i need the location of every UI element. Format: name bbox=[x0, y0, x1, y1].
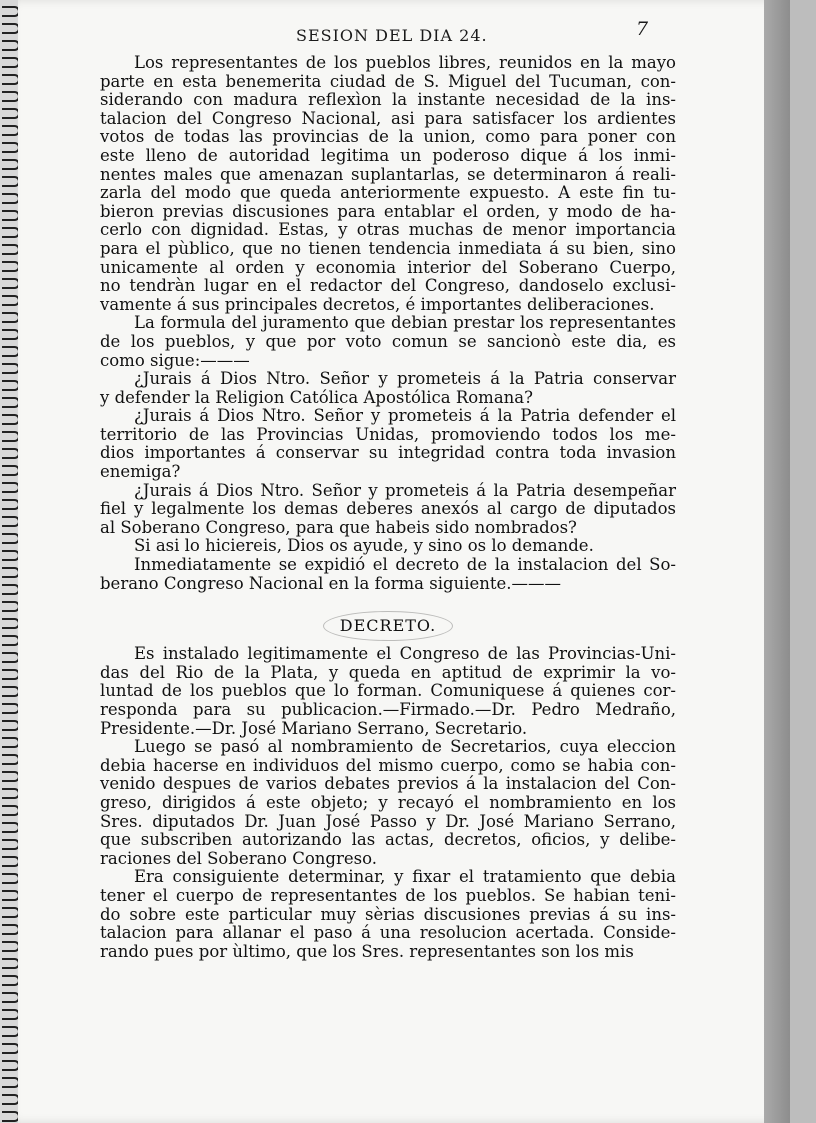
oath-1 bbox=[100, 370, 676, 407]
text-line: fiel y legalmente los demas deberes anexós al cargo de diputados bbox=[100, 499, 676, 519]
text-line: y defender la Religion Católica Apostólica Romana? bbox=[100, 387, 533, 407]
text-line: Es instalado legitimamente el Congreso de las Provincias-Uni- bbox=[134, 644, 676, 664]
text-line: talacion para allanar el paso á una resolucion acertada. Conside- bbox=[100, 923, 676, 943]
text-line: que subscriben autorizando las actas, decretos, oficios, y delibe- bbox=[100, 830, 676, 850]
text-line: al Soberano Congreso, para que habeis sido nombrados? bbox=[100, 517, 577, 537]
text-line: ¿Jurais á Dios Ntro. Señor y prometeis á la Patria conservar bbox=[134, 369, 676, 389]
text-line: parte en esta benemerita ciudad de S. Miguel del Tucuman, con- bbox=[100, 71, 676, 91]
text-line: votos de todas las provincias de la union, como para poner con bbox=[100, 127, 676, 147]
document-page bbox=[18, 0, 790, 1123]
text-line: unicamente al orden y economia interior del Soberano Cuerpo, bbox=[100, 257, 676, 277]
paragraph-4 bbox=[100, 738, 676, 868]
text-line: Sres. diputados Dr. Juan José Passo y Dr. José Mariano Serrano, bbox=[100, 811, 676, 831]
text-line: siderando con madura reflexìon la instante necesidad de la ins- bbox=[100, 90, 676, 110]
text-line: La formula del juramento que debian prestar los representantes bbox=[134, 313, 676, 333]
text-line: Luego se pasó al nombramiento de Secretarios, cuya eleccion bbox=[134, 737, 676, 757]
paragraph-1 bbox=[100, 54, 676, 314]
text-line: berano Congreso Nacional en la forma siguiente.——— bbox=[100, 573, 562, 593]
oath-3 bbox=[100, 482, 676, 538]
decree-heading bbox=[100, 611, 676, 641]
text-line: para el pùblico, que no tienen tendencia inmediata á su bien, sino bbox=[100, 238, 676, 258]
text-line: de los pueblos, y que por voto comun se sancionò este dia, es bbox=[100, 331, 676, 351]
text-line: tener el cuerpo de representantes de los pueblos. Se habian teni- bbox=[100, 885, 676, 905]
text-line: como sigue:——— bbox=[100, 350, 250, 370]
text-line: luntad de los pueblos que lo forman. Comuniquese á quienes cor- bbox=[100, 681, 676, 701]
page-shadow-edge bbox=[764, 0, 790, 1123]
decree-text bbox=[100, 645, 676, 738]
text-line: bieron previas discusiones para entablar el orden, y modo de ha- bbox=[100, 201, 676, 221]
decree-heading-text: DECRETO. bbox=[323, 611, 453, 641]
text-line: rando pues por ùltimo, que los Sres. representantes son los mis bbox=[100, 941, 634, 961]
text-line: Era consiguiente determinar, y fixar el tratamiento que debia bbox=[134, 867, 676, 887]
text-line: cerlo con dignidad. Estas, y otras muchas de menor importancia bbox=[100, 220, 676, 240]
oath-4 bbox=[100, 537, 676, 556]
paragraph-5 bbox=[100, 868, 676, 961]
running-head: SESION DEL DIA 24. bbox=[296, 26, 488, 45]
text-line: Inmediatamente se expidió el decreto de la instalacion del So- bbox=[134, 555, 676, 575]
oath-2 bbox=[100, 407, 676, 481]
text-line: venido despues de varios debates previos á la instalacion del Con- bbox=[100, 774, 676, 794]
text-line: das del Rio de la Plata, y queda en aptitud de exprimir la vo- bbox=[100, 662, 676, 682]
page-header bbox=[18, 18, 790, 48]
text-line: debia hacerse en individuos del mismo cuerpo, como se habia con- bbox=[100, 755, 676, 775]
paragraph-2 bbox=[100, 314, 676, 370]
text-line: zarla del modo que queda anteriormente expuesto. A este fin tu- bbox=[100, 183, 676, 203]
text-line: nentes males que amenazan suplantarlas, se determinaron á reali- bbox=[100, 164, 676, 184]
text-line: este lleno de autoridad legitima un poderoso dique á los inmi- bbox=[100, 145, 676, 165]
text-line: vamente á sus principales decretos, é importantes deliberaciones. bbox=[100, 294, 655, 314]
text-line: raciones del Soberano Congreso. bbox=[100, 848, 377, 868]
text-line: ¿Jurais á Dios Ntro. Señor y prometeis á la Patria desempeñar bbox=[134, 480, 676, 500]
text-line: talacion del Congreso Nacional, asi para satisfacer los ardientes bbox=[100, 108, 676, 128]
paragraph-3 bbox=[100, 556, 676, 593]
page-number: 7 bbox=[636, 18, 649, 40]
text-line: ¿Jurais á Dios Ntro. Señor y prometeis á la Patria defender el bbox=[134, 406, 676, 426]
body-text bbox=[100, 54, 676, 961]
text-line: enemiga? bbox=[100, 462, 181, 482]
text-line: no tendràn lugar en el redactor del Congreso, dandoselo exclusi- bbox=[100, 276, 676, 296]
text-line: territorio de las Provincias Unidas, promoviendo todos los me- bbox=[100, 424, 676, 444]
text-line: responda para su publicacion.—Firmado.—Dr. Pedro Medraño, bbox=[100, 700, 676, 719]
text-line: do sobre este particular muy sèrias discusiones previas á su ins- bbox=[100, 904, 676, 924]
text-line: dios importantes á conservar su integridad contra toda invasion bbox=[100, 443, 676, 463]
text-line: Si asi lo hiciereis, Dios os ayude, y sino os lo demande. bbox=[134, 536, 594, 556]
text-line: Presidente.—Dr. José Mariano Serrano, Secretario. bbox=[100, 718, 528, 738]
text-line: greso, dirigidos á este objeto; y recayó el nombramiento en los bbox=[100, 792, 676, 812]
text-line: Los representantes de los pueblos libres, reunidos en la mayo bbox=[134, 53, 676, 72]
